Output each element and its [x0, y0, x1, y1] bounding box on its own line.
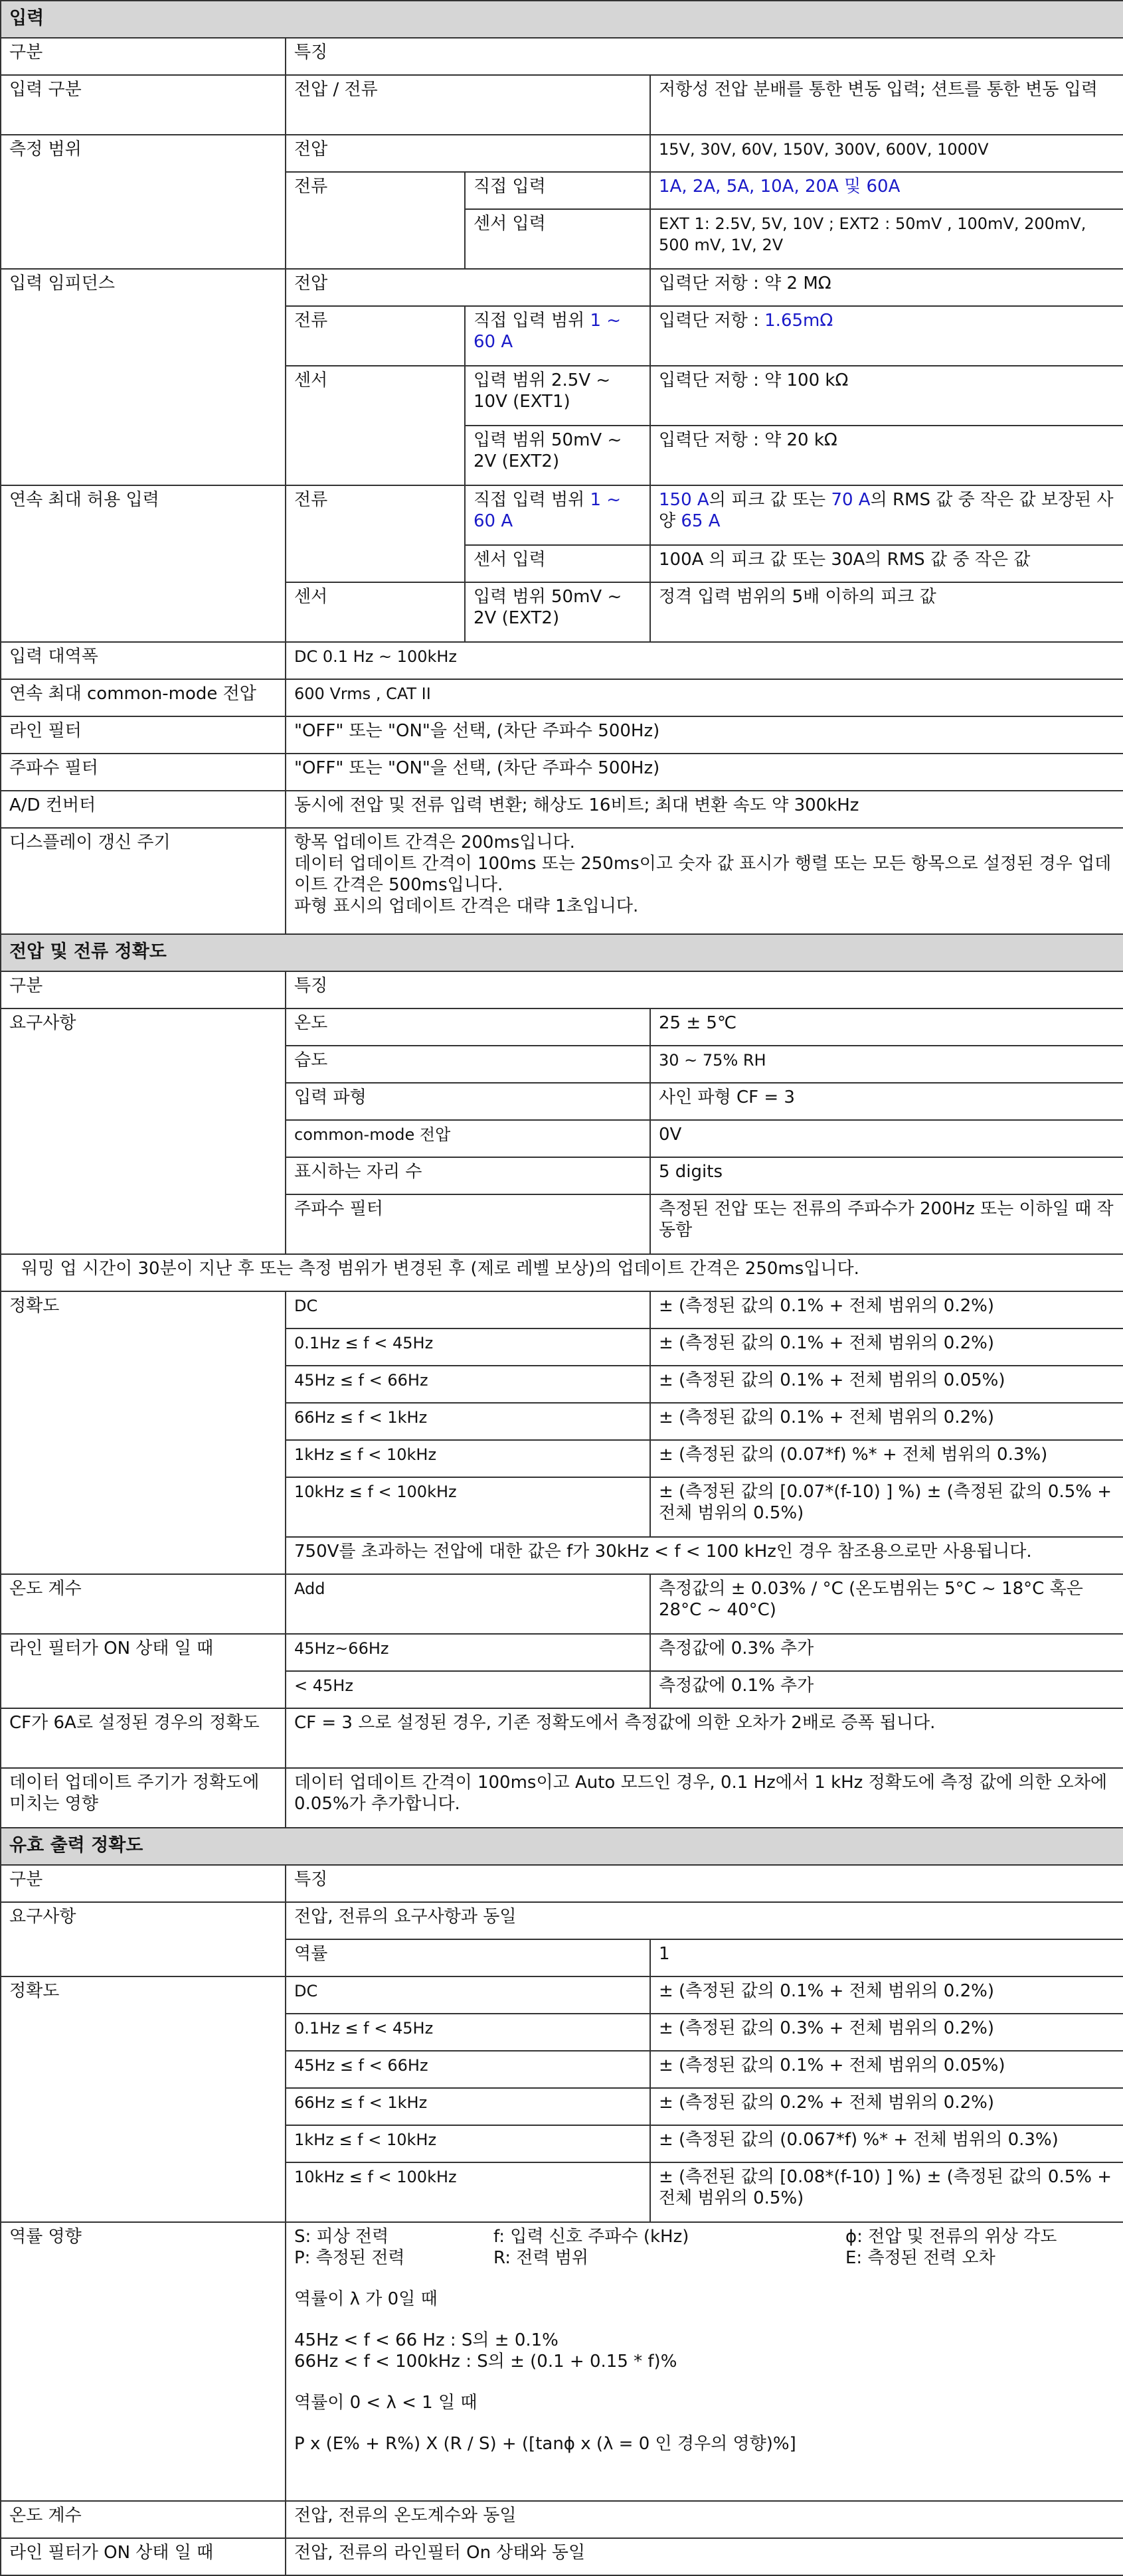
label-current: 전류	[286, 485, 465, 582]
acc-value: ± (측정된 값의 0.1% + 전체 범위의 0.2%)	[650, 1328, 1123, 1366]
label-direct-input: 직접 입력	[465, 172, 650, 209]
pf-zero-title: 역률이 λ 가 0일 때	[294, 2289, 438, 2309]
label-requirements: 요구사항	[1, 1902, 286, 1976]
temp-add: Add	[286, 1574, 650, 1634]
label-ad-converter: A/D 컨버터	[1, 791, 286, 828]
acc-range: 10kHz ≤ f < 100kHz	[286, 2162, 650, 2222]
acc-value: ± (측정된 값의 0.2% + 전체 범위의 0.2%)	[650, 2088, 1123, 2125]
section-title-input: 입력	[1, 1, 1123, 38]
acc-value: ± (측정된 값의 (0.07*f) %* + 전체 범위의 0.3%)	[650, 1440, 1123, 1477]
acc-note: 750V를 초과하는 전압에 대한 값은 f가 30kHz < f < 100 kHz인 경우 참조용으로만 사용됩니다.	[286, 1537, 1123, 1574]
header-feature: 특징	[286, 971, 1123, 1008]
label-voltage: 전압	[286, 135, 650, 172]
pf-formula: P x (E% + R%) X (R / S) + ([tanϕ x (λ = 0 인 경우의 영향)%]	[294, 2434, 796, 2454]
acc-range: 1kHz ≤ f < 10kHz	[286, 2125, 650, 2162]
acc-value: ± (측전된 값의 [0.08*(f-10) ] %) ± (측정된 값의 0.5% + 전체 범위의 0.5%)	[650, 2162, 1123, 2222]
req-key: common-mode 전압	[286, 1120, 650, 1157]
req-value: 5 digits	[650, 1157, 1123, 1194]
header-feature: 특징	[286, 1865, 1123, 1902]
value-cf: CF = 3 으로 설정된 경우, 기존 정확도에서 측정값에 의한 오차가 2배로 증폭 됩니다.	[286, 1708, 1123, 1768]
label-direct-range: 직접 입력 범위 1 ~ 60 A	[465, 485, 650, 545]
label-temp-coeff: 온도 계수	[1, 1574, 286, 1634]
label-max-input: 연속 최대 허용 입력	[1, 485, 286, 642]
value-voltage-range: 15V, 30V, 60V, 150V, 300V, 600V, 1000V	[650, 135, 1123, 172]
header-feature: 특징	[286, 38, 1123, 75]
section-title-power-accuracy: 유효 출력 정확도	[1, 1828, 1123, 1865]
legend-p: P: 측정된 전력	[294, 2248, 405, 2268]
value-ext2-max: 정격 입력 범위의 5배 이하의 피크 값	[650, 582, 1123, 642]
label-measure-range: 측정 범위	[1, 135, 286, 269]
legend-s: S: 피상 전력	[294, 2227, 389, 2247]
label-ext2-range: 입력 범위 50mV ~ 2V (EXT2)	[465, 582, 650, 642]
acc-value: ± (측정된 값의 0.1% + 전체 범위의 0.2%)	[650, 1403, 1123, 1440]
label-ext2-range: 입력 범위 50mV ~ 2V (EXT2)	[465, 426, 650, 485]
acc-range: 0.1Hz ≤ f < 45Hz	[286, 1328, 650, 1366]
value-input-type-desc: 저항성 전압 분배를 통한 변동 입력; 션트를 통한 변동 입력	[650, 75, 1123, 135]
header-category: 구분	[1, 1865, 286, 1902]
header-category: 구분	[1, 38, 286, 75]
lf-value: 측정값에 0.1% 추가	[650, 1671, 1123, 1708]
lf-range: 45Hz~66Hz	[286, 1634, 650, 1671]
value-freq-filter: "OFF" 또는 "ON"을 선택, (차단 주파수 500Hz)	[286, 754, 1123, 791]
acc-range: 1kHz ≤ f < 10kHz	[286, 1440, 650, 1477]
value-line-filter: "OFF" 또는 "ON"을 선택, (차단 주파수 500Hz)	[286, 716, 1123, 754]
label-sensor-input: 센서 입력	[465, 209, 650, 269]
label-line-filter: 라인 필터	[1, 716, 286, 754]
value-pf-influence	[286, 2222, 1123, 2501]
label-power-factor: 역률	[286, 1939, 650, 1976]
label-input-impedance: 입력 임피던스	[1, 269, 286, 485]
label-direct-range: 직접 입력 범위 1 ~ 60 A	[465, 306, 650, 366]
acc-range: 66Hz ≤ f < 1kHz	[286, 1403, 650, 1440]
value-temp-coeff: 측정값의 ± 0.03% / °C (온도범위는 5°C ~ 18°C 혹은 28°C ~ 40°C)	[650, 1574, 1123, 1634]
req-value: 사인 파형 CF = 3	[650, 1083, 1123, 1120]
label-ext1-range: 입력 범위 2.5V ~ 10V (EXT1)	[465, 366, 650, 426]
label-input-type: 입력 구분	[1, 75, 286, 135]
acc-value: ± (측정된 값의 0.1% + 전체 범위의 0.2%)	[650, 1291, 1123, 1328]
label-line-filter-on: 라인 필터가 ON 상태 일 때	[1, 2538, 286, 2575]
label-sensor: 센서	[286, 582, 465, 642]
label-common-mode: 연속 최대 common-mode 전압	[1, 679, 286, 716]
value-ext2-impedance: 입력단 저항 : 약 20 kΩ	[650, 426, 1123, 485]
label-freq-filter: 주파수 필터	[1, 754, 286, 791]
acc-range: 10kHz ≤ f < 100kHz	[286, 1477, 650, 1537]
value-line-filter-on: 전압, 전류의 라인필터 On 상태와 동일	[286, 2538, 1123, 2575]
req-key: 표시하는 자리 수	[286, 1157, 650, 1194]
section-title-vi-accuracy: 전압 및 전류 정확도	[1, 934, 1123, 971]
value-ext1-impedance: 입력단 저항 : 약 100 kΩ	[650, 366, 1123, 426]
acc-range: 66Hz ≤ f < 1kHz	[286, 2088, 650, 2125]
acc-value: ± (측정된 값의 (0.067*f) %* + 전체 범위의 0.3%)	[650, 2125, 1123, 2162]
value-current-impedance: 입력단 저항 : 1.65mΩ	[650, 306, 1123, 366]
label-sensor: 센서	[286, 366, 465, 485]
label-current: 전류	[286, 172, 465, 269]
req-key: 온도	[286, 1008, 650, 1046]
value-bandwidth: DC 0.1 Hz ~ 100kHz	[286, 642, 1123, 679]
value-current-range: 1A, 2A, 5A, 10A, 20A 및 60A	[650, 172, 1123, 209]
value-temp-coeff: 전압, 전류의 온도계수와 동일	[286, 2501, 1123, 2538]
label-cf: CF가 6A로 설정된 경우의 정확도	[1, 1708, 286, 1768]
req-key: 습도	[286, 1046, 650, 1083]
req-value: 30 ~ 75% RH	[650, 1046, 1123, 1083]
acc-range: 45Hz ≤ f < 66Hz	[286, 2051, 650, 2088]
value-data-update: 데이터 업데이트 간격이 100ms이고 Auto 모드인 경우, 0.1 Hz에서 1 kHz 정확도에 측정 값에 의한 오차에 0.05%가 추가합니다.	[286, 1768, 1123, 1828]
label-bandwidth: 입력 대역폭	[1, 642, 286, 679]
label-display-update: 디스플레이 갱신 주기	[1, 828, 286, 934]
label-line-filter-on: 라인 필터가 ON 상태 일 때	[1, 1634, 286, 1708]
req-key: 주파수 필터	[286, 1194, 650, 1254]
value-input-type: 전압 / 전류	[286, 75, 650, 135]
req-value: 측정된 전압 또는 전류의 주파수가 200Hz 또는 이하일 때 작동함	[650, 1194, 1123, 1254]
label-data-update: 데이터 업데이트 주기가 정확도에 미치는 영향	[1, 1768, 286, 1828]
lf-value: 측정값에 0.3% 추가	[650, 1634, 1123, 1671]
acc-value: ± (측정된 값의 [0.07*(f-10) ] %) ± (측정된 값의 0.5% + 전체 범위의 0.5%)	[650, 1477, 1123, 1537]
req-key: 입력 파형	[286, 1083, 650, 1120]
value-voltage-impedance: 입력단 저항 : 약 2 MΩ	[650, 269, 1123, 306]
req-value: 0V	[650, 1120, 1123, 1157]
value-requirements: 전압, 전류의 요구사항과 동일	[286, 1902, 1123, 1939]
warmup-note: 워밍 업 시간이 30분이 지난 후 또는 측정 범위가 변경된 후 (제로 레벨 보상)의 업데이트 간격은 250ms입니다.	[1, 1254, 1123, 1291]
label-voltage: 전압	[286, 269, 650, 306]
label-current: 전류	[286, 306, 465, 366]
pf-partial-title: 역률이 0 < λ < 1 일 때	[294, 2393, 477, 2413]
value-common-mode: 600 Vrms , CAT II	[286, 679, 1123, 716]
label-pf-influence: 역률 영향	[1, 2222, 286, 2501]
value-ad-converter: 동시에 전압 및 전류 입력 변환; 해상도 16비트; 최대 변환 속도 약 300kHz	[286, 791, 1123, 828]
acc-value: ± (측정된 값의 0.1% + 전체 범위의 0.05%)	[650, 1366, 1123, 1403]
legend-phi: ϕ: 전압 및 전류의 위상 각도	[845, 2227, 1057, 2247]
acc-range: DC	[286, 1976, 650, 2014]
lf-range: < 45Hz	[286, 1671, 650, 1708]
value-sensor-range: EXT 1: 2.5V, 5V, 10V ; EXT2 : 50mV , 100mV, 200mV, 500 mV, 1V, 2V	[650, 209, 1123, 269]
label-accuracy: 정확도	[1, 1976, 286, 2222]
legend-f: f: 입력 신호 주파수 (kHz)	[493, 2227, 689, 2247]
acc-value: ± (측정된 값의 0.1% + 전체 범위의 0.2%)	[650, 1976, 1123, 2014]
value-display-update: 항목 업데이트 간격은 200ms입니다. 데이터 업데이트 간격이 100ms 또는 250ms이고 숫자 값 표시가 행렬 또는 모든 항목으로 설정된 경우 업데이트 간격은 500ms입니다. 파형 표시의 업데이트 간격은 대략 1초입니다.	[286, 828, 1123, 934]
acc-range: 45Hz ≤ f < 66Hz	[286, 1366, 650, 1403]
acc-range: DC	[286, 1291, 650, 1328]
value-direct-max: 150 A의 피크 값 또는 70 A의 RMS 값 중 작은 값 보장된 사양 65 A	[650, 485, 1123, 545]
req-value: 25 ± 5℃	[650, 1008, 1123, 1046]
label-requirements: 요구사항	[1, 1008, 286, 1254]
label-sensor-input: 센서 입력	[465, 545, 650, 582]
acc-value: ± (측정된 값의 0.1% + 전체 범위의 0.05%)	[650, 2051, 1123, 2088]
pf-zero-values: 45Hz < f < 66 Hz : S의 ± 0.1% 66Hz < f < 100kHz : S의 ± (0.1 + 0.15 * f)%	[294, 2330, 677, 2372]
acc-range: 0.1Hz ≤ f < 45Hz	[286, 2014, 650, 2051]
label-accuracy: 정확도	[1, 1291, 286, 1574]
label-temp-coeff: 온도 계수	[1, 2501, 286, 2538]
value-sensor-max: 100A 의 피크 값 또는 30A의 RMS 값 중 작은 값	[650, 545, 1123, 582]
acc-value: ± (측정된 값의 0.3% + 전체 범위의 0.2%)	[650, 2014, 1123, 2051]
header-category: 구분	[1, 971, 286, 1008]
legend-r: R: 전력 범위	[493, 2248, 589, 2268]
legend-e: E: 측정된 전력 오차	[845, 2248, 995, 2268]
value-power-factor: 1	[650, 1939, 1123, 1976]
